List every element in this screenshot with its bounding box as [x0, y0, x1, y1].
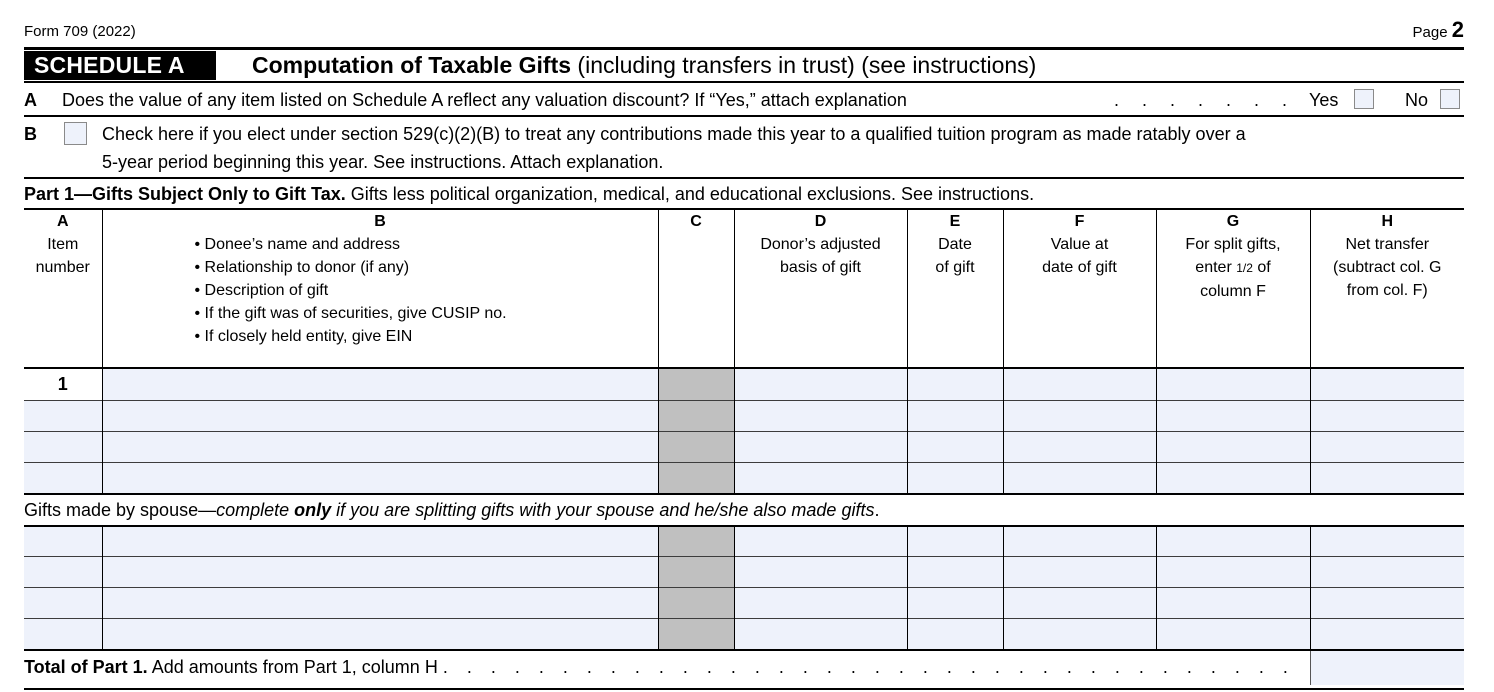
col-text: Date	[938, 236, 972, 253]
total-part1-field[interactable]	[1310, 650, 1464, 685]
split-field[interactable]	[1156, 619, 1310, 650]
no-label: No	[1405, 90, 1429, 110]
net-transfer-field[interactable]	[1310, 463, 1464, 494]
item-number-field[interactable]	[24, 401, 102, 432]
col-letter: C	[690, 213, 702, 230]
line-b-label: B	[24, 124, 37, 144]
donee-field[interactable]	[102, 588, 658, 619]
date-field[interactable]	[907, 368, 1003, 401]
spouse-table-row	[24, 557, 1464, 588]
date-field[interactable]	[907, 619, 1003, 650]
value-field[interactable]	[1003, 588, 1156, 619]
date-field[interactable]	[907, 463, 1003, 494]
col-letter: G	[1226, 213, 1240, 230]
part1-title: Part 1—Gifts Subject Only to Gift Tax.	[24, 184, 346, 204]
split-field[interactable]	[1156, 557, 1310, 588]
basis-field[interactable]	[734, 619, 907, 650]
donee-field[interactable]	[102, 526, 658, 557]
item-number-field[interactable]	[24, 619, 102, 650]
spouse-text: Gifts made by spouse—	[24, 499, 217, 520]
net-transfer-field[interactable]	[1310, 526, 1464, 557]
donee-field[interactable]	[102, 619, 658, 650]
schedule-title-bold: Computation of Taxable Gifts	[252, 52, 572, 78]
line-b-text-1: Check here if you elect under section 529(c)(2)(B) to treat any contributions made this year to a qualified tuition program as made ratably over a	[102, 124, 1246, 144]
value-field[interactable]	[1003, 401, 1156, 432]
table-row	[24, 368, 1464, 401]
bullet: • If closely held entity, give EIN	[195, 325, 658, 348]
spouse-text-emphasis: only	[294, 499, 332, 520]
line-a-leader: . . . . . . .	[1114, 90, 1297, 110]
col-letter: E	[949, 213, 961, 230]
total-label-bold: Total of Part 1.	[24, 656, 148, 677]
bullet: • Donee’s name and address	[195, 233, 658, 256]
value-field[interactable]	[1003, 557, 1156, 588]
spouse-text: if you are splitting gifts with your spouse and he/she also made gifts	[331, 499, 875, 520]
col-text: from col. F)	[1346, 282, 1428, 299]
table-header	[24, 210, 1464, 368]
item-number-field[interactable]	[24, 463, 102, 494]
total-label	[24, 650, 1310, 685]
bullet: • If the gift was of securities, give CUSIP no.	[195, 302, 658, 325]
page-number-value: 2	[1451, 17, 1464, 42]
total-row	[24, 650, 1464, 685]
date-field[interactable]	[907, 588, 1003, 619]
line-b-text-2: 5-year period beginning this year. See instructions. Attach explanation.	[102, 152, 664, 172]
spouse-table-row	[24, 526, 1464, 557]
date-field[interactable]	[907, 401, 1003, 432]
rule	[24, 115, 1464, 117]
rule	[24, 81, 1464, 83]
col-c-shaded	[658, 588, 734, 619]
col-text: of gift	[935, 259, 975, 276]
col-c-shaded	[658, 557, 734, 588]
split-field[interactable]	[1156, 588, 1310, 619]
schedule-badge: SCHEDULE A	[24, 51, 216, 80]
spouse-table-row	[24, 588, 1464, 619]
donee-field[interactable]	[102, 401, 658, 432]
schedule-title	[252, 51, 1036, 80]
basis-field[interactable]	[734, 368, 907, 401]
col-c-header	[658, 210, 734, 368]
basis-field[interactable]	[734, 526, 907, 557]
value-field[interactable]	[1003, 368, 1156, 401]
split-field[interactable]	[1156, 401, 1310, 432]
item-number-cell[interactable]: 1	[24, 368, 102, 401]
part1-heading	[24, 181, 1034, 207]
table-row	[24, 463, 1464, 494]
no-checkbox[interactable]	[1440, 89, 1460, 109]
col-c-shaded	[658, 368, 734, 401]
col-d-header	[734, 210, 907, 368]
date-field[interactable]	[907, 557, 1003, 588]
col-text: basis of gift	[780, 259, 861, 276]
col-letter: B	[374, 213, 386, 230]
net-transfer-field[interactable]	[1310, 368, 1464, 401]
col-b-bullets	[103, 233, 658, 348]
yes-checkbox[interactable]	[1354, 89, 1374, 109]
schedule-title-rest: (including transfers in trust) (see instructions)	[571, 52, 1037, 78]
spouse-gifts-heading	[24, 494, 1464, 526]
split-field[interactable]	[1156, 526, 1310, 557]
line-a-label: A	[24, 90, 37, 110]
net-transfer-field[interactable]	[1310, 619, 1464, 650]
basis-field[interactable]	[734, 557, 907, 588]
part1-subtitle: Gifts less political organization, medical, and educational exclusions. See instructions.	[345, 184, 1035, 204]
donee-field[interactable]	[102, 557, 658, 588]
col-text	[1157, 256, 1310, 280]
col-text: enter	[1195, 259, 1237, 276]
col-text: For split gifts,	[1185, 236, 1281, 253]
total-leader: . . . . . . . . . . . . . . . . . . . . . . . . . . . . . . . . . . . .	[442, 656, 1288, 677]
donee-field[interactable]	[102, 432, 658, 463]
bullet: • Description of gift	[195, 279, 658, 302]
col-letter: F	[1074, 213, 1085, 230]
item-number-field[interactable]	[24, 526, 102, 557]
spouse-table-row	[24, 619, 1464, 650]
table-row	[24, 432, 1464, 463]
spouse-text: complete	[216, 499, 295, 520]
page-label: Page	[1412, 24, 1448, 41]
election-529-checkbox[interactable]	[64, 122, 87, 145]
spouse-gifts-text	[24, 494, 1464, 526]
date-field[interactable]	[907, 526, 1003, 557]
col-text: Donor’s adjusted	[760, 236, 881, 253]
col-text: of	[1252, 259, 1271, 276]
item-number-field[interactable]	[24, 432, 102, 463]
value-field[interactable]	[1003, 526, 1156, 557]
item-number-field[interactable]	[24, 588, 102, 619]
col-f-header	[1003, 210, 1156, 368]
col-c-shaded	[658, 401, 734, 432]
col-text: column F	[1200, 283, 1266, 300]
col-text: number	[35, 259, 90, 276]
value-field[interactable]	[1003, 463, 1156, 494]
col-letter: A	[56, 213, 69, 230]
basis-field[interactable]	[734, 432, 907, 463]
line-b	[24, 120, 1464, 176]
page-number	[1413, 17, 1464, 43]
spouse-text: .	[874, 499, 880, 520]
table-row	[24, 401, 1464, 432]
col-letter: D	[814, 213, 827, 230]
total-label-text: Add amounts from Part 1, column H	[147, 656, 438, 677]
rule	[24, 177, 1464, 179]
bottom-rule	[24, 688, 1464, 690]
col-c-shaded	[658, 432, 734, 463]
line-a	[24, 88, 1464, 112]
split-field[interactable]	[1156, 432, 1310, 463]
col-g-header	[1156, 210, 1310, 368]
gifts-table	[24, 210, 1464, 685]
schedule-header	[24, 50, 1464, 80]
net-transfer-field[interactable]	[1310, 557, 1464, 588]
col-text: Net transfer	[1345, 236, 1430, 253]
col-text: Value at	[1050, 236, 1109, 253]
value-field[interactable]	[1003, 619, 1156, 650]
col-c-shaded	[658, 526, 734, 557]
line-b-text	[24, 120, 1464, 176]
line-a-text: Does the value of any item listed on Schedule A reflect any valuation discount? If “Yes,” attach explanation	[62, 90, 907, 110]
split-field[interactable]	[1156, 463, 1310, 494]
col-text: (subtract col. G	[1333, 259, 1442, 276]
bullet: • Relationship to donor (if any)	[195, 256, 658, 279]
donee-field[interactable]	[102, 368, 658, 401]
net-transfer-field[interactable]	[1310, 401, 1464, 432]
value-field[interactable]	[1003, 432, 1156, 463]
item-number-field[interactable]	[24, 557, 102, 588]
yes-label: Yes	[1309, 90, 1339, 110]
basis-field[interactable]	[734, 588, 907, 619]
net-transfer-field[interactable]	[1310, 432, 1464, 463]
basis-field[interactable]	[734, 463, 907, 494]
net-transfer-field[interactable]	[1310, 588, 1464, 619]
col-text: Item	[47, 236, 79, 253]
col-c-shaded	[658, 619, 734, 650]
form-id: Form 709 (2022)	[24, 23, 136, 40]
fraction: 1/2	[1236, 261, 1253, 275]
split-field[interactable]	[1156, 368, 1310, 401]
col-c-shaded	[658, 463, 734, 494]
col-b-header	[102, 210, 658, 368]
col-text: date of gift	[1042, 259, 1117, 276]
col-a-header	[24, 210, 102, 368]
donee-field[interactable]	[102, 463, 658, 494]
basis-field[interactable]	[734, 401, 907, 432]
date-field[interactable]	[907, 432, 1003, 463]
col-h-header	[1310, 210, 1464, 368]
col-e-header	[907, 210, 1003, 368]
col-letter: H	[1381, 213, 1394, 230]
